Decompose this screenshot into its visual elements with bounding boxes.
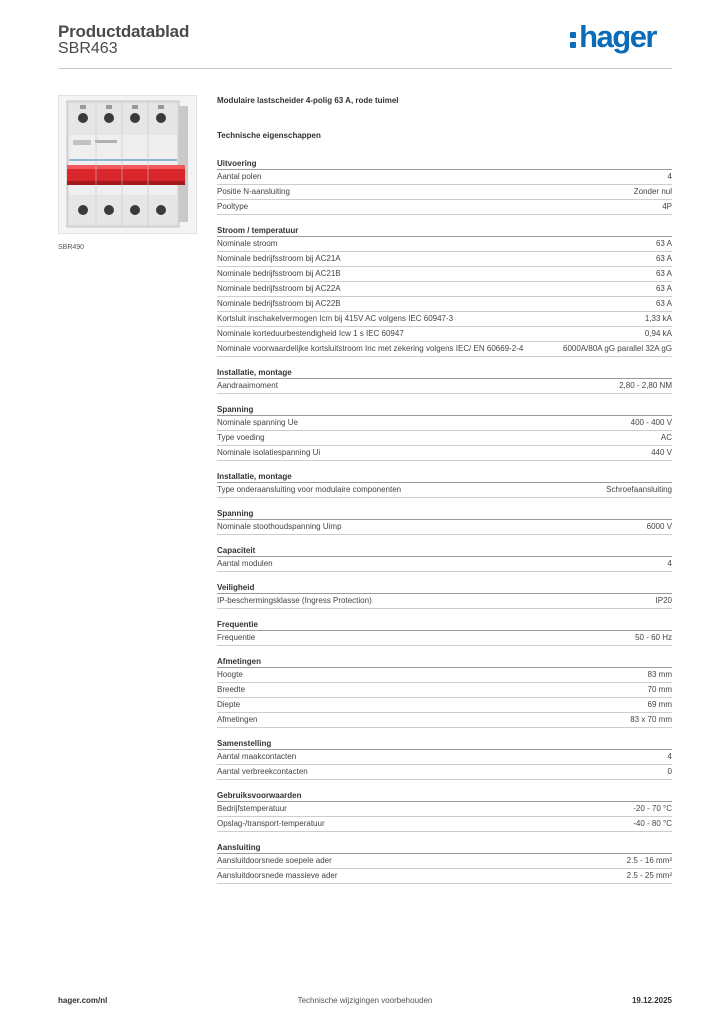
spec-section [217,842,672,884]
section-title: Afmetingen [217,656,672,668]
spec-section [217,508,672,535]
spec-value: -40 - 80 °C [633,819,672,828]
spec-value: 4 [667,752,672,761]
spec-label: Nominale bedrijfsstroom bij AC22B [217,299,341,308]
spec-label: Hoogte [217,670,243,679]
spec-row [217,750,672,765]
spec-label: Nominale stoothoudspanning Uimp [217,522,342,531]
spec-row [217,416,672,431]
spec-row [217,342,672,357]
spec-value: 63 A [655,254,672,263]
spec-value: 4P [662,202,672,211]
spec-label: Nominale bedrijfsstroom bij AC22A [217,284,341,293]
spec-value: 0,94 kA [644,329,672,338]
spec-value: 69 mm [647,700,672,709]
spec-row [217,683,672,698]
spec-value: -20 - 70 °C [633,804,672,813]
spec-section [217,545,672,572]
spec-value: Schroefaansluiting [606,485,672,494]
spec-value: 70 mm [647,685,672,694]
spec-value: 4 [667,559,672,568]
spec-value: 50 - 60 Hz [635,633,672,642]
page-footer [58,996,672,1010]
spec-row [217,446,672,461]
spec-row [217,802,672,817]
spec-row [217,282,672,297]
spec-row [217,631,672,646]
spec-row [217,185,672,200]
spec-label: Pooltype [217,202,249,211]
spec-row [217,379,672,394]
spec-row [217,431,672,446]
spec-label: Nominale korteduurbestendigheid Icw 1 s IEC 60947 [217,329,404,338]
header-divider [58,68,672,69]
spec-section [217,790,672,832]
spec-label: Aandraaimoment [217,381,278,390]
spec-value: 83 mm [647,670,672,679]
image-caption: SBR490 [58,244,85,251]
spec-value: IP20 [655,596,672,605]
footer-disclaimer: Technische wijzigingen voorbehouden [297,996,433,1005]
spec-value: 0 [667,767,672,776]
spec-row [217,869,672,884]
spec-section [217,158,672,215]
spec-section [217,225,672,357]
spec-label: IP-beschermingsklasse (Ingress Protection) [217,596,372,605]
section-title: Gebruiksvoorwaarden [217,790,672,802]
spec-row [217,698,672,713]
spec-label: Aantal modulen [217,559,273,568]
document-title: Productdatablad [58,22,190,41]
spec-value: 440 V [651,448,672,457]
spec-label: Positie N-aansluiting [217,187,290,196]
spec-value: 2.5 - 16 mm² [626,856,672,865]
spec-row [217,765,672,780]
product-image [58,95,197,234]
spec-section [217,367,672,394]
technical-properties-heading: Technische eigenschappen [217,131,321,140]
spec-value: 4 [667,172,672,181]
spec-row [217,297,672,312]
spec-value: 63 A [655,239,672,248]
section-title: Stroom / temperatuur [217,225,672,237]
spec-value: 400 - 400 V [630,418,672,427]
spec-label: Opslag-/transport-temperatuur [217,819,325,828]
spec-row [217,594,672,609]
spec-label: Breedte [217,685,246,694]
switch-disconnector-illustration [59,96,196,233]
spec-row [217,237,672,252]
spec-value: 2,80 - 2,80 NM [619,381,672,390]
spec-label: Nominale voorwaardelijke kortsluitstroom Inc met zekering volgens IEC/ EN 60669-2-4 [217,344,524,353]
section-title: Spanning [217,404,672,416]
section-title: Veiligheid [217,582,672,594]
spec-label: Kortsluit inschakelvermogen Icm bij 415V AC volgens IEC 60947-3 [217,314,454,323]
spec-value: 83 x 70 mm [630,715,672,724]
product-description: Modulaire lastscheider 4-polig 63 A, rode tuimel [217,96,399,105]
footer-website[interactable]: hager.com/nl [58,996,108,1005]
spec-row [217,170,672,185]
spec-label: Afmetingen [217,715,258,724]
page-header [58,20,672,70]
hager-logo [570,21,656,52]
section-title: Installatie, montage [217,367,672,379]
spec-section [217,471,672,498]
spec-value: 6000A/80A gG parallel 32A gG [563,344,672,353]
spec-row [217,483,672,498]
section-title: Aansluiting [217,842,672,854]
spec-value: 6000 V [646,522,672,531]
spec-value: 63 A [655,269,672,278]
spec-value: 1,33 kA [644,314,672,323]
spec-label: Aantal polen [217,172,262,181]
datasheet-content [217,96,672,884]
spec-section [217,656,672,728]
spec-label: Nominale bedrijfsstroom bij AC21A [217,254,341,263]
spec-value: 2.5 - 25 mm² [626,871,672,880]
spec-section [217,404,672,461]
spec-row [217,817,672,832]
section-title: Samenstelling [217,738,672,750]
spec-section [217,582,672,609]
spec-row [217,557,672,572]
spec-label: Aansluitdoorsnede soepele ader [217,856,332,865]
spec-label: Nominale bedrijfsstroom bij AC21B [217,269,341,278]
spec-label: Diepte [217,700,241,709]
spec-value: 63 A [655,299,672,308]
spec-row [217,252,672,267]
spec-label: Bedrijfstemperatuur [217,804,287,813]
spec-value: 63 A [655,284,672,293]
section-title: Frequentie [217,619,672,631]
spec-row [217,200,672,215]
spec-label: Frequentie [217,633,256,642]
section-title: Installatie, montage [217,471,672,483]
spec-label: Type voeding [217,433,265,442]
spec-label: Aantal verbreekcontacten [217,767,308,776]
section-title: Uitvoering [217,158,672,170]
footer-date: 19.12.2025 [631,996,672,1005]
spec-label: Type onderaansluiting voor modulaire componenten [217,485,402,494]
spec-label: Nominale stroom [217,239,278,248]
spec-label: Nominale spanning Ue [217,418,298,427]
spec-row [217,713,672,728]
spec-section [217,619,672,646]
spec-value: AC [660,433,672,442]
spec-label: Nominale isolatiespanning Ui [217,448,321,457]
logo-dots-icon [570,28,576,48]
spec-row [217,312,672,327]
spec-value: Zonder nul [633,187,672,196]
logo-text: hager [579,19,656,54]
spec-label: Aantal maakcontacten [217,752,297,761]
product-code: SBR463 [58,40,118,57]
spec-section [217,738,672,780]
spec-label: Aansluitdoorsnede massieve ader [217,871,338,880]
spec-row [217,520,672,535]
section-title: Spanning [217,508,672,520]
spec-row [217,668,672,683]
spec-row [217,854,672,869]
spec-row [217,267,672,282]
spec-row [217,327,672,342]
section-title: Capaciteit [217,545,672,557]
spec-sections [217,158,672,884]
